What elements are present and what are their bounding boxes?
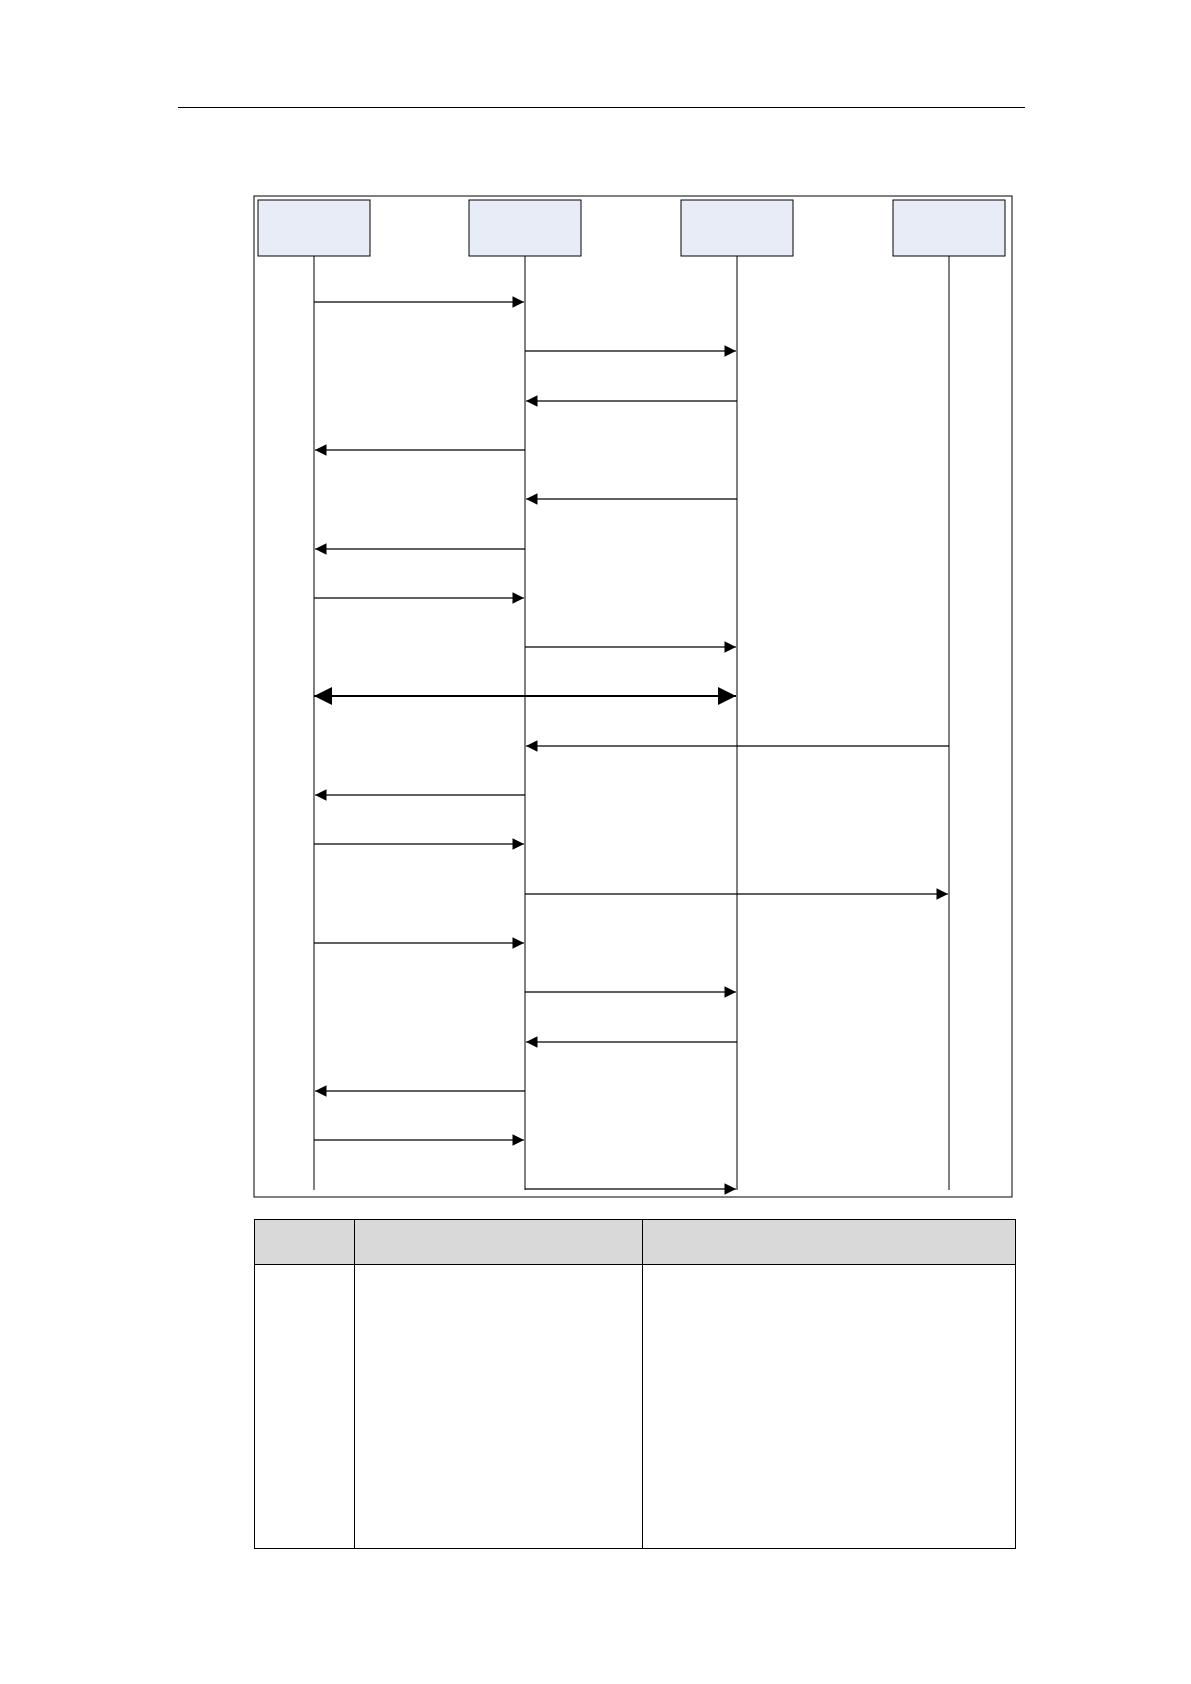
legend-header-row [255,1220,1016,1265]
lifeline-header-box [469,200,581,256]
lifeline-4 [893,200,1005,1190]
legend-cell [255,1265,355,1549]
lifeline-header-box [893,200,1005,256]
legend-header-cell [255,1220,355,1265]
legend-cell [355,1265,643,1549]
legend-header-cell [355,1220,643,1265]
legend-row [255,1265,1016,1549]
legend-table [254,1219,1016,1549]
lifeline-header-box [681,200,793,256]
lifeline-header-box [258,200,370,256]
legend-cell [643,1265,1016,1549]
legend-header-cell [643,1220,1016,1265]
